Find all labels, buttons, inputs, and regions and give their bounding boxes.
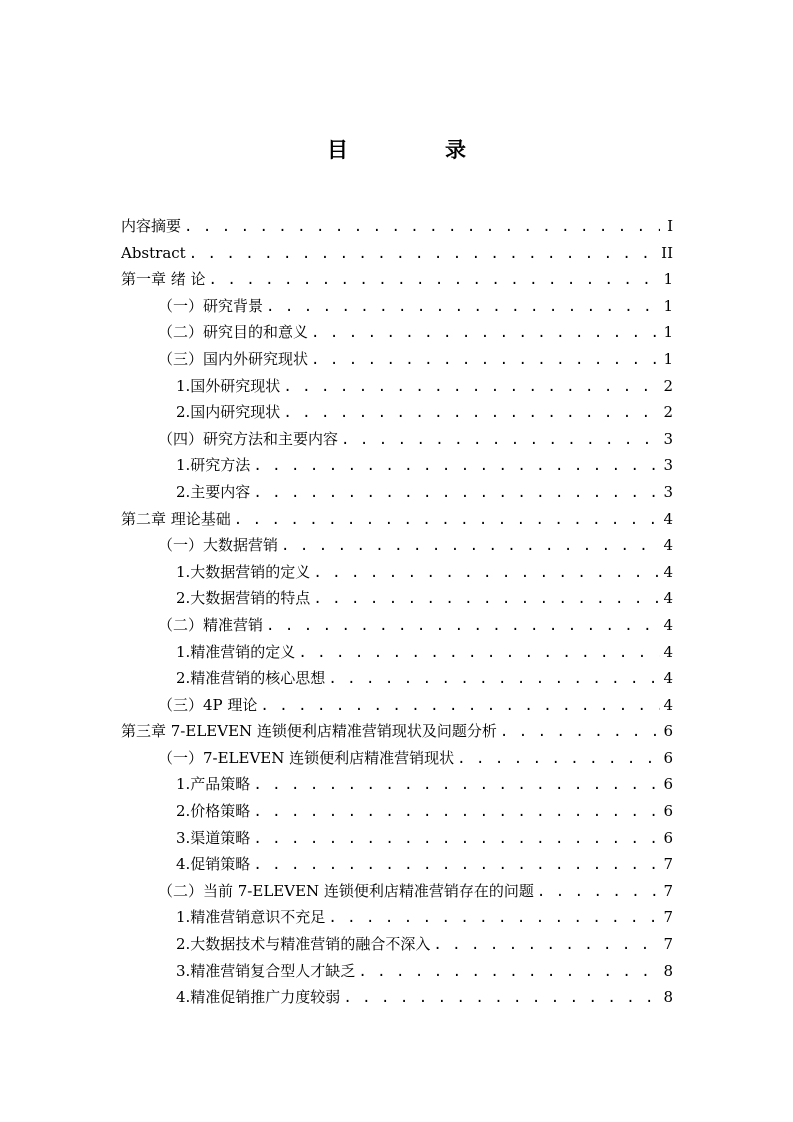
- toc-entry[interactable]: [121, 452, 673, 479]
- toc-entry-page-number: 3: [663, 429, 673, 448]
- toc-entry-label: 3.渠道策略: [176, 828, 251, 847]
- toc-entry-page-number: I: [667, 217, 673, 235]
- toc-entry-page-number: 1: [663, 349, 673, 368]
- toc-entry-page-number: 6: [663, 775, 673, 794]
- toc-entry[interactable]: [121, 851, 673, 878]
- toc-entry[interactable]: [121, 745, 673, 772]
- dot-leader: [328, 666, 660, 692]
- toc-entry-label: 1.精准营销意识不充足: [176, 908, 326, 927]
- toc-entry-page-number: 7: [663, 881, 673, 900]
- toc-entry-label: （二）研究目的和意义: [158, 323, 309, 342]
- toc-entry-label: 1.精准营销的定义: [176, 642, 296, 661]
- toc-entry-page-number: 4: [663, 509, 673, 528]
- toc-entry-page-number: 8: [663, 988, 673, 1007]
- toc-entry[interactable]: [121, 266, 673, 293]
- toc-entry[interactable]: [121, 293, 673, 320]
- toc-entry-label: （二）当前 7-ELEVEN 连锁便利店精准营销存在的问题: [158, 881, 534, 900]
- toc-entry[interactable]: [121, 825, 673, 852]
- toc-entry-label: （三）4P 理论: [158, 695, 258, 714]
- toc-entry-page-number: II: [661, 243, 673, 262]
- toc-entry-page-number: 6: [663, 828, 673, 847]
- dot-leader: [184, 214, 660, 240]
- dot-leader: [253, 480, 660, 506]
- toc-entry[interactable]: [121, 771, 673, 798]
- toc-entry[interactable]: [121, 878, 673, 905]
- toc-entry[interactable]: [121, 585, 673, 612]
- toc-entry-page-number: 7: [663, 935, 673, 954]
- toc-entry-page-number: 1: [663, 296, 673, 315]
- toc-entry-page-number: 6: [663, 748, 673, 767]
- toc-entry[interactable]: [121, 213, 673, 240]
- dot-leader: [500, 719, 660, 745]
- dot-leader: [253, 453, 660, 479]
- dot-leader: [253, 772, 660, 798]
- toc-entry-label: 2.大数据技术与精准营销的融合不深入: [176, 935, 431, 954]
- toc-entry-label: 2.价格策略: [176, 802, 251, 821]
- dot-leader: [253, 826, 660, 852]
- toc-entry-page-number: 1: [663, 323, 673, 342]
- toc-entry-page-number: 6: [663, 802, 673, 821]
- toc-entry-label: （一）大数据营销: [158, 536, 279, 555]
- dot-leader: [311, 347, 660, 373]
- dot-leader: [283, 400, 660, 426]
- toc-entry-page-number: 4: [663, 615, 673, 634]
- toc-entry-label: 2.国内研究现状: [176, 403, 281, 422]
- toc-entry-label: 2.主要内容: [176, 482, 251, 501]
- toc-entry[interactable]: [121, 426, 673, 453]
- toc-entry-label: （三）国内外研究现状: [158, 349, 309, 368]
- dot-leader: [189, 241, 658, 267]
- toc-entry-label: 第二章 理论基础: [121, 509, 231, 528]
- toc-entry-label: 3.精准营销复合型人才缺乏: [176, 961, 356, 980]
- toc-entry[interactable]: [121, 479, 673, 506]
- toc-entry-page-number: 2: [663, 376, 673, 395]
- toc-entry[interactable]: [121, 692, 673, 719]
- toc-entry-page-number: 3: [663, 482, 673, 501]
- dot-leader: [311, 320, 660, 346]
- toc-entry[interactable]: [121, 532, 673, 559]
- dot-leader: [283, 374, 660, 400]
- toc-entry-label: 2.大数据营销的特点: [176, 589, 311, 608]
- dot-leader: [298, 640, 660, 666]
- dot-leader: [358, 959, 660, 985]
- dot-leader: [328, 905, 660, 931]
- toc-entry[interactable]: [121, 639, 673, 666]
- toc-entry-label: 4.精准促销推广力度较弱: [176, 988, 341, 1007]
- toc-entry-page-number: 4: [663, 695, 673, 714]
- dot-leader: [253, 799, 660, 825]
- dot-leader: [260, 693, 660, 719]
- toc-entry[interactable]: [121, 319, 673, 346]
- toc-entry[interactable]: [121, 399, 673, 426]
- dot-leader: [234, 507, 660, 533]
- toc-entry-page-number: 7: [663, 908, 673, 927]
- toc-entry-label: Abstract: [121, 243, 186, 262]
- toc-entry-label: （一）研究背景: [158, 296, 264, 315]
- toc-entry[interactable]: [121, 798, 673, 825]
- dot-leader: [457, 746, 660, 772]
- toc-entry-label: 2.精准营销的核心思想: [176, 669, 326, 688]
- dot-leader: [313, 560, 660, 586]
- dot-leader: [433, 932, 660, 958]
- dot-leader: [281, 533, 660, 559]
- toc-entry[interactable]: [121, 904, 673, 931]
- table-of-contents: [121, 213, 673, 1011]
- toc-entry-page-number: 4: [663, 642, 673, 661]
- dot-leader: [341, 427, 660, 453]
- toc-entry-label: 1.国外研究现状: [176, 376, 281, 395]
- toc-entry-label: 4.促销策略: [176, 855, 251, 874]
- toc-entry-label: 第三章 7-ELEVEN 连锁便利店精准营销现状及问题分析: [121, 722, 497, 741]
- dot-leader: [537, 879, 660, 905]
- toc-entry-label: （一）7-ELEVEN 连锁便利店精准营销现状: [158, 748, 455, 767]
- toc-entry[interactable]: [121, 665, 673, 692]
- toc-entry-label: 第一章 绪 论: [121, 270, 206, 289]
- toc-entry-label: （四）研究方法和主要内容: [158, 429, 339, 448]
- toc-entry-page-number: 4: [663, 562, 673, 581]
- toc-entry-label: （二）精准营销: [158, 615, 264, 634]
- page-title: 目 录: [327, 138, 504, 162]
- toc-entry[interactable]: [121, 931, 673, 958]
- toc-entry[interactable]: [121, 612, 673, 639]
- toc-entry-label: 内容摘要: [121, 217, 182, 235]
- toc-entry-page-number: 4: [663, 669, 673, 688]
- dot-leader: [266, 613, 660, 639]
- toc-entry[interactable]: [121, 984, 673, 1011]
- toc-entry[interactable]: [121, 958, 673, 985]
- toc-entry-page-number: 1: [663, 270, 673, 289]
- toc-entry-page-number: 8: [663, 961, 673, 980]
- toc-entry-label: 1.产品策略: [176, 775, 251, 794]
- toc-entry-page-number: 7: [663, 855, 673, 874]
- toc-entry[interactable]: [121, 346, 673, 373]
- dot-leader: [253, 852, 660, 878]
- toc-entry[interactable]: [121, 559, 673, 586]
- toc-entry-page-number: 4: [663, 589, 673, 608]
- toc-entry[interactable]: [121, 240, 673, 267]
- toc-entry-page-number: 3: [663, 456, 673, 475]
- toc-entry[interactable]: [121, 506, 673, 533]
- toc-entry-page-number: 6: [663, 722, 673, 741]
- dot-leader: [343, 985, 660, 1011]
- dot-leader: [266, 294, 660, 320]
- dot-leader: [313, 586, 660, 612]
- dot-leader: [209, 267, 660, 293]
- toc-entry-label: 1.大数据营销的定义: [176, 562, 311, 581]
- toc-entry-label: 1.研究方法: [176, 456, 251, 475]
- toc-entry-page-number: 2: [663, 403, 673, 422]
- toc-entry[interactable]: [121, 718, 673, 745]
- toc-entry[interactable]: [121, 373, 673, 400]
- toc-entry-page-number: 4: [663, 536, 673, 555]
